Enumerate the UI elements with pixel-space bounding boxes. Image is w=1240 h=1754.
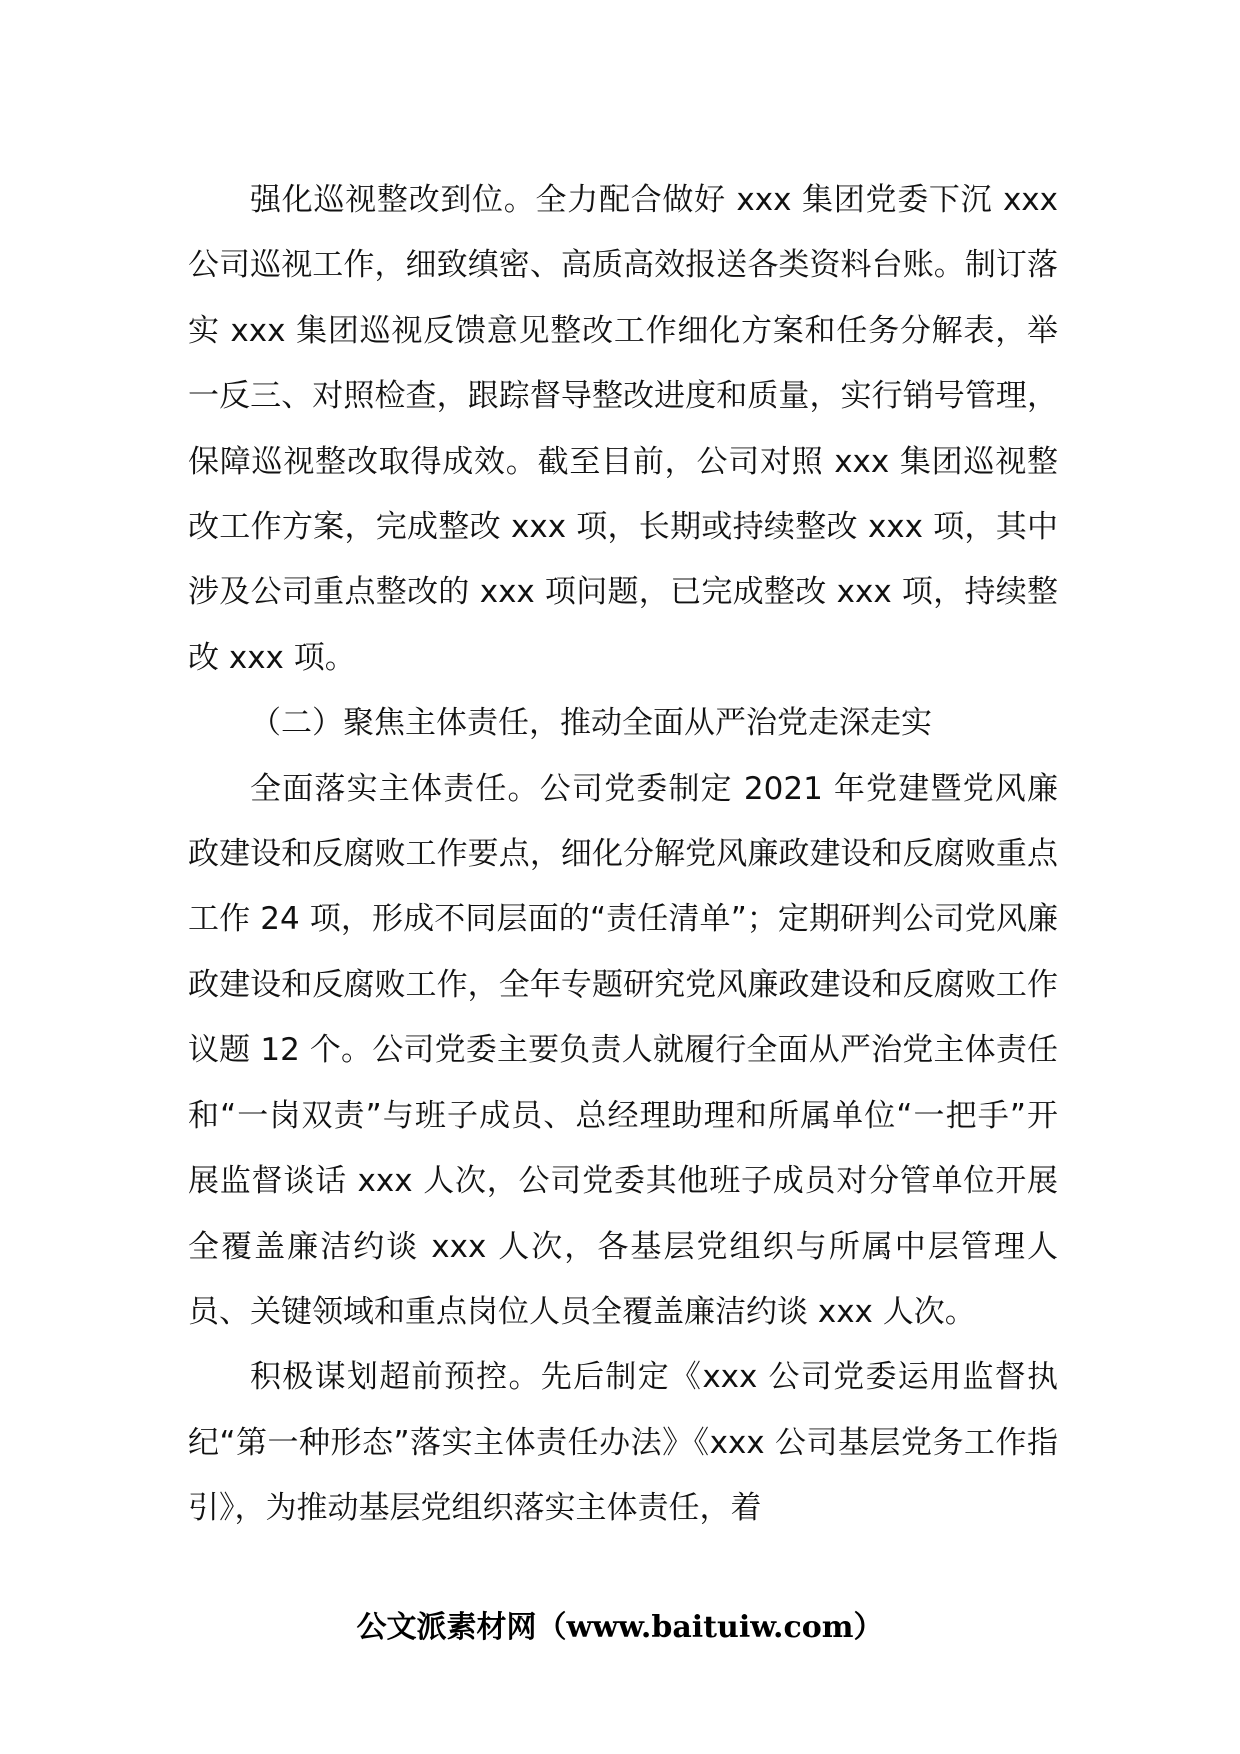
footer-watermark: 公文派素材网（www.baituiw.com）	[356, 1610, 884, 1645]
document-body	[188, 168, 1058, 1542]
paragraph-inspection-rectification: 强化巡视整改到位。全力配合做好 xxx 集团党委下沉 xxx 公司巡视工作，细致缜密、高质高效报送各类资料台账。制订落实 xxx 集团巡视反馈意见整改工作细化方案和任务分解表，举一反三、对照检查，跟踪督导整改进度和质量，实行销号管理，保障巡视整改取得成效。截至目前，公司对照 xxx 集团巡视整改工作方案，完成整改 xxx 项，长期或持续整改 xxx 项，其中涉及公司重点整改的 xxx 项问题，已完成整改 xxx 项，持续整改 xxx 项。	[188, 182, 1058, 676]
paragraph-implement-responsibility: 全面落实主体责任。公司党委制定 2021 年党建暨党风廉政建设和反腐败工作要点，细化分解党风廉政建设和反腐败重点工作 24 项，形成不同层面的“责任清单”；定期研判公司党风廉政建设和反腐败工作，全年专题研究党风廉政建设和反腐败工作议题 12 个。公司党委主要负责人就履行全面从严治党主体责任和“一岗双责”与班子成员、总经理助理和所属单位“一把手”开展监督谈话 xxx 人次，公司党委其他班子成员对分管单位开展全覆盖廉洁约谈 xxx 人次，各基层党组织与所属中层管理人员、关键领域和重点岗位人员全覆盖廉洁约谈 xxx 人次。	[188, 770, 1058, 1330]
paragraph-proactive-control: 积极谋划超前预控。先后制定《xxx 公司党委运用监督执纪“第一种形态”落实主体责任办法》《xxx 公司基层党务工作指引》，为推动基层党组织落实主体责任，着	[188, 1359, 1058, 1527]
section-heading-main-responsibility: （二）聚焦主体责任，推动全面从严治党走深走实	[250, 705, 932, 742]
